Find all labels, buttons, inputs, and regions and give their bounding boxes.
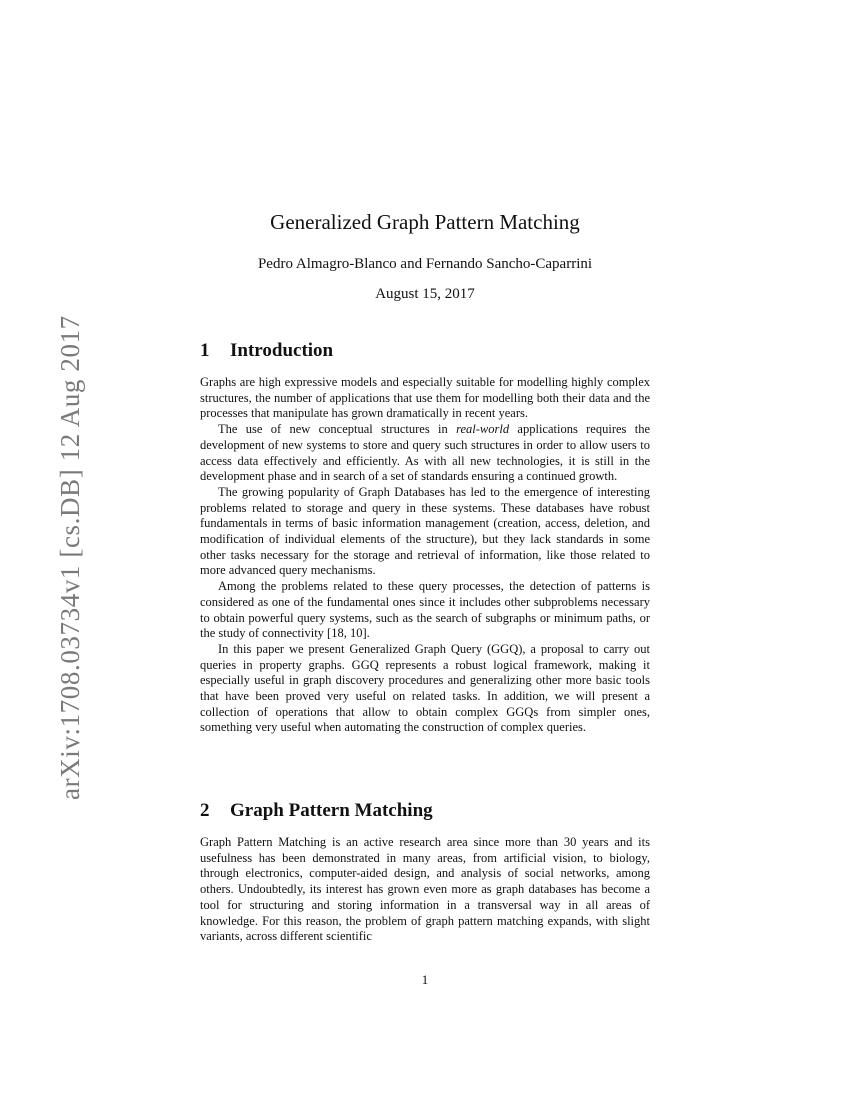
paragraph xyxy=(200,579,650,642)
emphasized-text: real-world xyxy=(456,422,510,437)
section-title: Introduction xyxy=(230,340,334,361)
paragraph xyxy=(200,375,650,422)
section-heading-graph-pattern-matching xyxy=(200,800,433,822)
paragraph-text: Graph Pattern Matching is an active research area since more than 30 years and its usefulness has been demonstrated in many areas, from artificial vision, to biology, through electronics, computer-aided design, and analysis of social networks, among others. Undoubtedly, its interest has grown even more as graph databases has become a tool for structuring and storing information in a transversal way in all areas of knowledge. For this reason, the problem of graph pattern matching expands, with slight variants, across different scientific xyxy=(200,835,650,944)
paragraph xyxy=(200,835,650,945)
page-number: 1 xyxy=(421,972,429,987)
paragraph-text: applications requires the development of new systems to store and query such structures in order to allow users to access data effectively and efficiently. As with all new technologies, it is still in the development phase and in search of a set of standards ensuring a continued growth. xyxy=(200,422,650,484)
section-body-graph-pattern-matching xyxy=(200,835,650,945)
section-heading-introduction xyxy=(200,340,333,362)
paper-title: Generalized Graph Pattern Matching xyxy=(270,210,580,234)
section-title: Graph Pattern Matching xyxy=(230,800,433,821)
paragraph xyxy=(200,422,650,485)
paragraph-text: The use of new conceptual structures in xyxy=(218,422,457,437)
paper-date: August 15, 2017 xyxy=(375,286,475,302)
paragraph xyxy=(200,485,650,579)
section-number: 2 xyxy=(200,800,210,821)
paragraph-text: In this paper we present Generalized Graph Query (GGQ), a proposal to carry out queries in property graphs. GGQ represents a robust logical framework, making it especially useful in graph discovery procedures and generalizing other more basic tools that have been proved very useful on related tasks. In addition, we will present a collection of operations that allow to obtain complex GGQs from simpler ones, something very useful when automating the construction of complex queries. xyxy=(200,641,650,735)
paragraph-text: The growing popularity of Graph Databases has led to the emergence of interesting problems related to storage and query in these systems. These databases have robust fundamentals in terms of basic information management (creation, access, deletion, and modification of individual elements of the structure), but they lack standards in some other tasks necessary for the storage and retrieval of information, like those related to more advanced query mechanisms. xyxy=(200,484,650,578)
arxiv-identifier: arXiv:1708.03734v1 [cs.DB] 12 Aug 2017 xyxy=(55,315,85,800)
section-body-introduction xyxy=(200,375,650,736)
paper-authors: Pedro Almagro-Blanco and Fernando Sancho-Caparrini xyxy=(257,256,593,272)
paragraph xyxy=(200,642,650,736)
paragraph-text: Among the problems related to these query processes, the detection of patterns is considered as one of the fundamental ones since it includes other subproblems necessary to obtain powerful query systems, such as the search of subgraphs or minimum paths, or the study of connectivity [18, 10]. xyxy=(200,579,650,641)
paragraph-text: Graphs are high expressive models and especially suitable for modelling highly complex structures, the number of applications that use them for modelling both their data and the processes that manipulate has grown dramatically in recent years. xyxy=(200,375,650,421)
section-number: 1 xyxy=(200,340,210,361)
